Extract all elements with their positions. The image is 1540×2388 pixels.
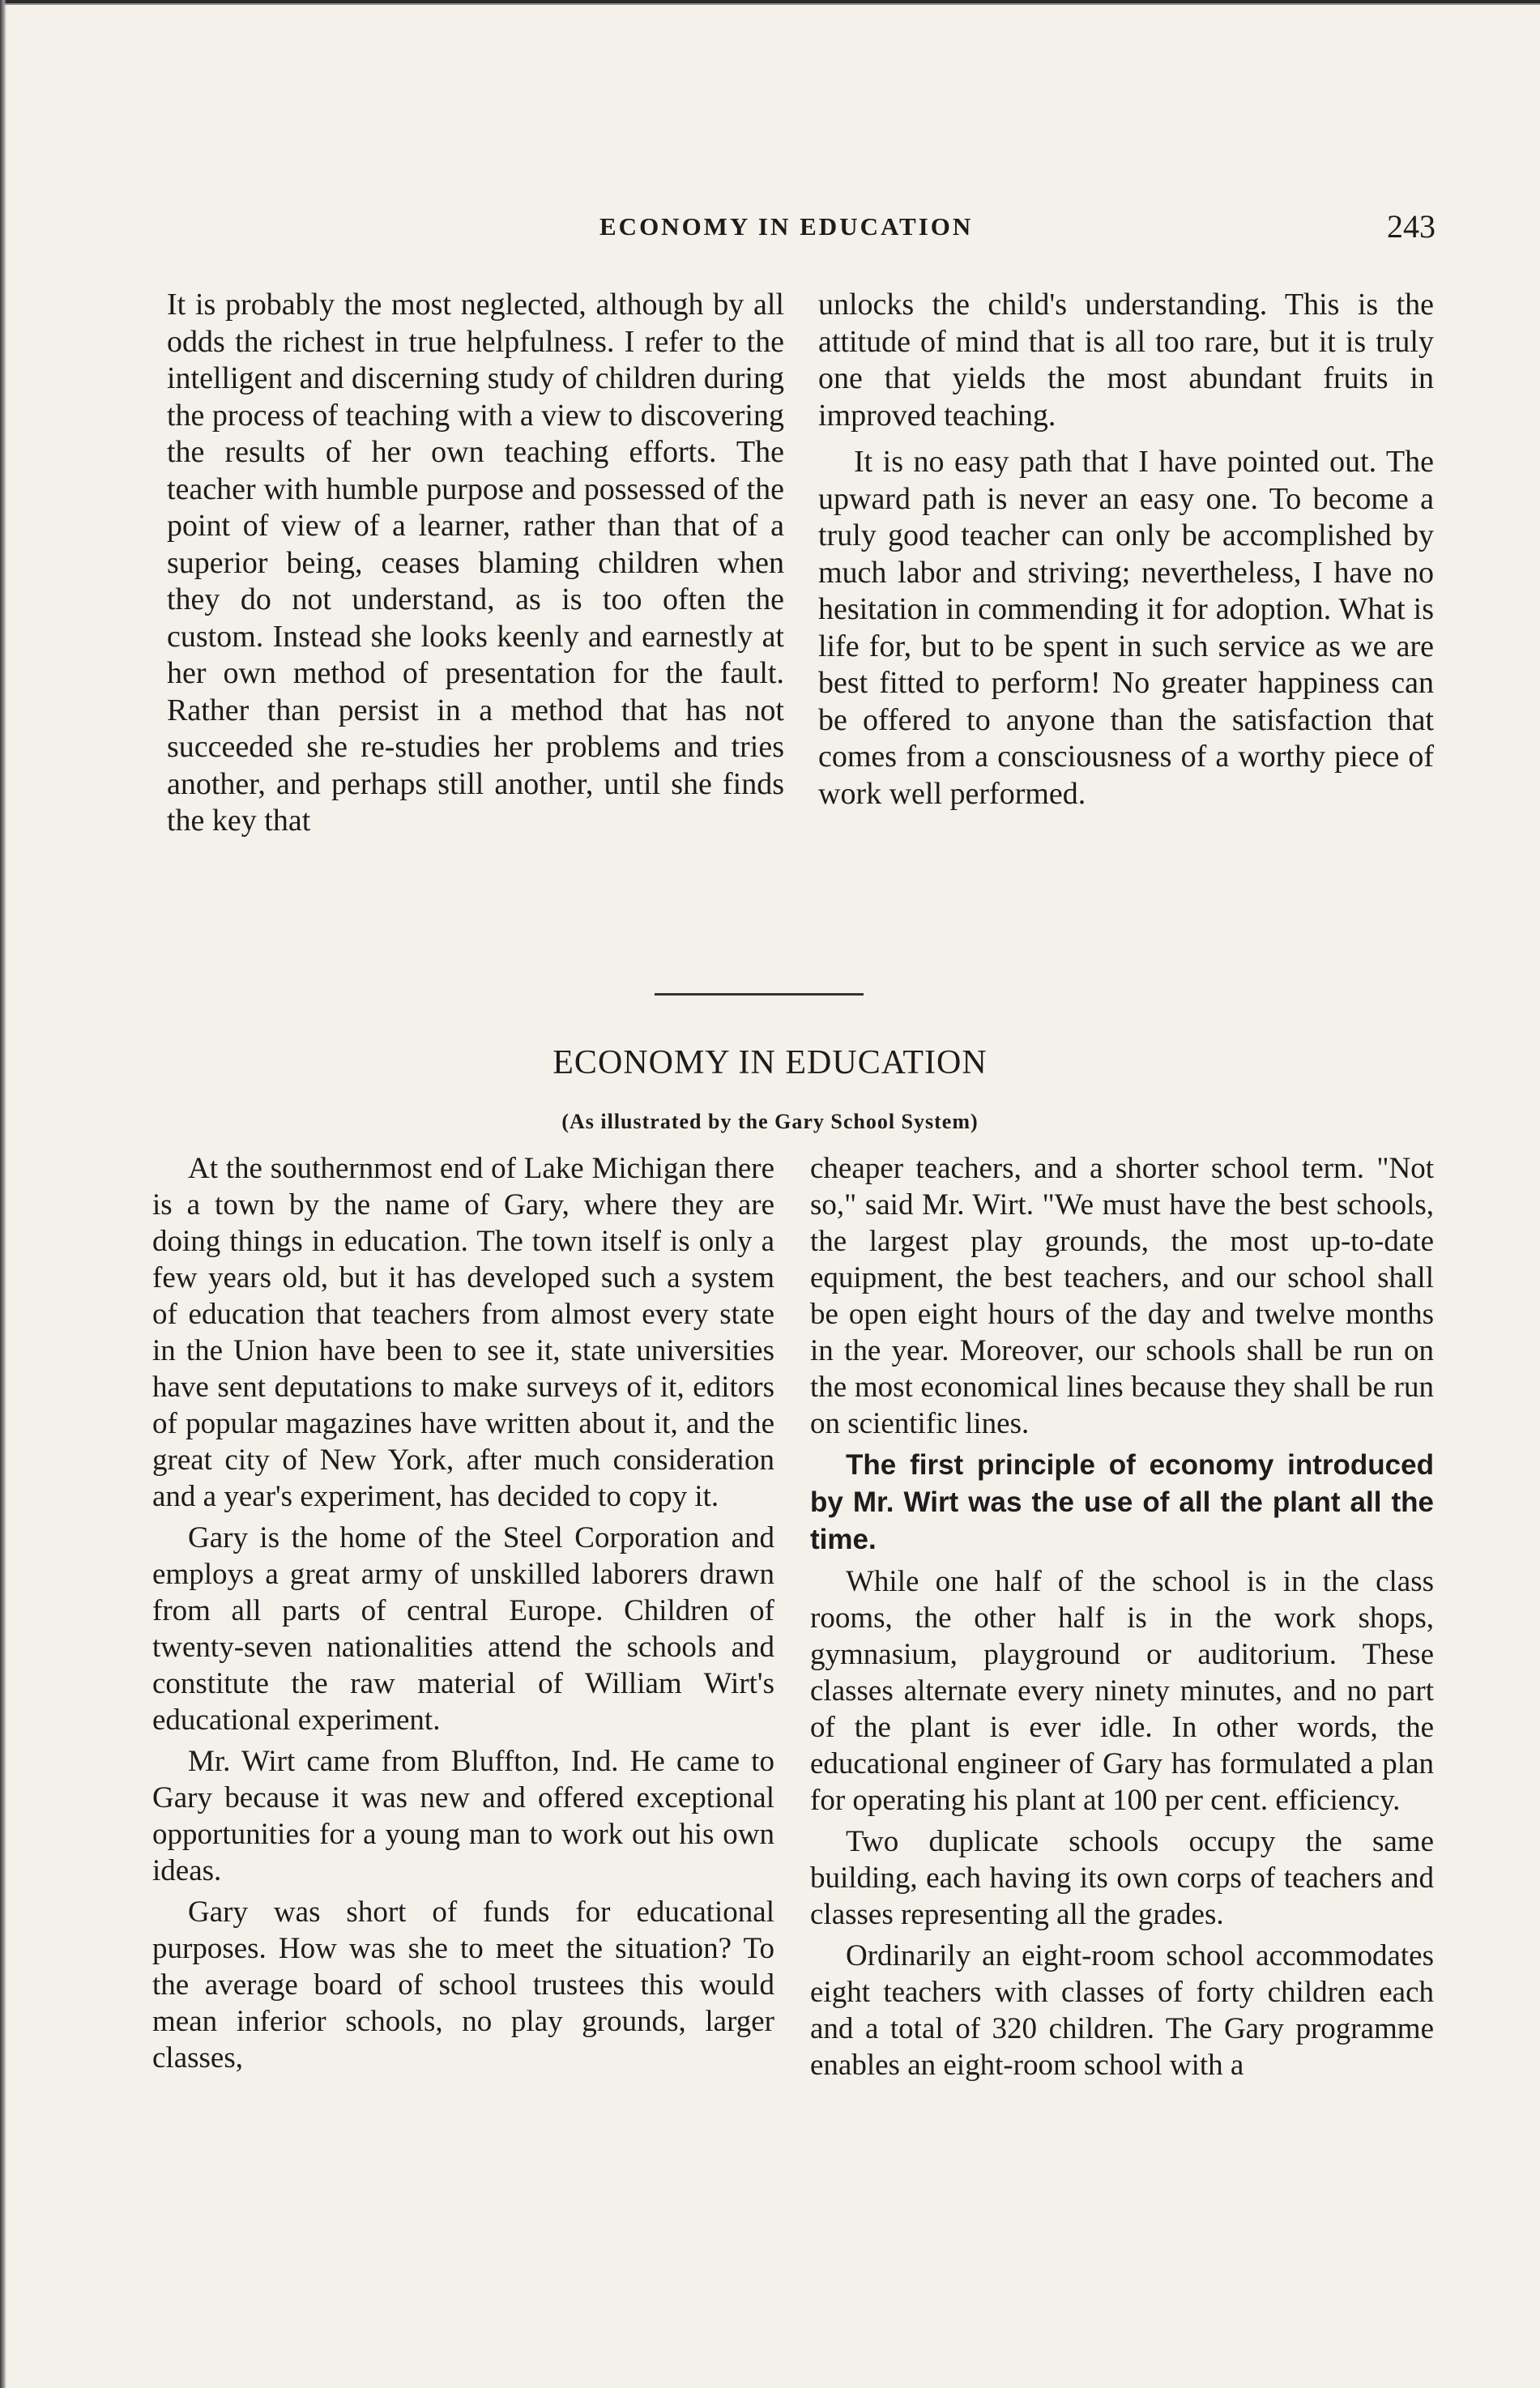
section-divider (655, 993, 864, 996)
article-left-column (152, 1150, 774, 2076)
paragraph: It is probably the most neglected, although by all odds the richest in true helpfulness. I refer to the intelligent and discerning study of children during the process of teaching with a view to discovering the results of her own teaching efforts. The teacher with humble purpose and possessed of the point of view of a learner, rather than that of a superior being, ceases blaming children when they do not understand, as is too often the custom. Instead she looks keenly and earnestly at her own method of presentation for the fault. Rather than persist in a method that has not succeeded she re-studies her problems and tries another, and perhaps still another, until she finds the key that (167, 288, 784, 838)
paragraph: Two duplicate schools occupy the same building, each having its own corps of teachers and classes representing all the grades. (810, 1825, 1434, 1931)
paragraph: It is no easy path that I have pointed out. The upward path is never an easy one. To become a truly good teacher can only be accomplished by much labor and striving; nevertheless, I have no hesitation in commending it for adoption. What is life for, but to be spent in such service as we are best fitted to perform! No greater happiness can be offered to anyone than the satisfaction that comes from a consciousness of a worthy piece of work well performed. (818, 445, 1434, 811)
article-title: ECONOMY IN EDUCATION (552, 1044, 988, 1081)
page-number: 243 (1387, 208, 1435, 245)
paragraph: Gary was short of funds for educational purposes. How was she to meet the situation? To the average board of school trustees this would mean inferior schools, no play grounds, larger classes, (152, 1895, 774, 2075)
top-left-column (167, 287, 784, 840)
paragraph: While one half of the school is in the class rooms, the other half is in the work shops, gymnasium, playground or auditorium. These classes alternate every ninety minutes, and no part of the plant is ever idle. In other words, the educational engineer of Gary has formulated a plan for operating his plant at 100 per cent. efficiency. (810, 1565, 1434, 1817)
paragraph: unlocks the child's understanding. This is the attitude of mind that is all too rare, but it is truly one that yields the most abundant fruits in improved teaching. (818, 288, 1434, 433)
paragraph: cheaper teachers, and a shorter school term. "Not so," said Mr. Wirt. "We must have the best schools, the largest play grounds, the most up-to-date equipment, the best teachers, and our school shall be open eight hours of the day and twelve months in the year. Moreover, our schools shall be run on the most economical lines because they shall be run on scientific lines. (810, 1152, 1434, 1440)
paragraph: Ordinarily an eight-room school accommodates eight teachers with classes of forty children each and a total of 320 children. The Gary programme enables an eight-room school with a (810, 1939, 1434, 2082)
running-header: ECONOMY IN EDUCATION (599, 212, 974, 241)
page-binding-edge (0, 0, 6, 2388)
top-edge-rule (0, 0, 1540, 11)
article-subtitle: (As illustrated by the Gary School System) (561, 1110, 979, 1133)
article-right-column (810, 1150, 1434, 2083)
paragraph: At the southernmost end of Lake Michigan there is a town by the name of Gary, where they are doing things in education. The town itself is only a few years old, but it has developed such a system of education that teachers from almost every state in the Union have been to see it, state universities have sent deputations to make surveys of it, editors of popular magazines have written about it, and the great city of New York, after much consideration and a year's experiment, has decided to copy it. (152, 1152, 774, 1513)
top-right-column (818, 287, 1434, 812)
paragraph: Mr. Wirt came from Bluffton, Ind. He came to Gary because it was new and offered exceptional opportunities for a young man to work out his own ideas. (152, 1745, 774, 1887)
bold-principle-paragraph: The first principle of economy introduced by Mr. Wirt was the use of all the plant all the time. (810, 1449, 1434, 1555)
paragraph: Gary is the home of the Steel Corporation and employs a great army of unskilled laborers drawn from all parts of central Europe. Children of twenty-seven nationalities attend the schools and constitute the raw material of William Wirt's educational experiment. (152, 1521, 774, 1737)
